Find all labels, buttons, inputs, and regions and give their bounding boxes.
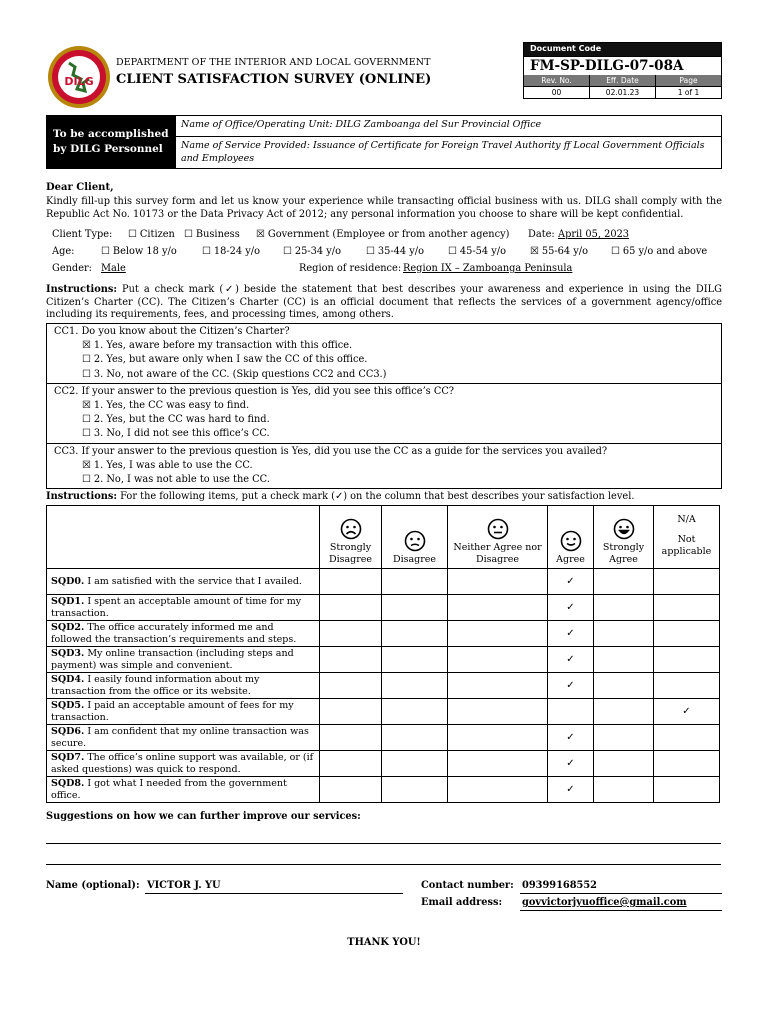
personnel-box (46, 115, 722, 169)
intro-text: Kindly fill-up this survey form and let us know your experience while transacting official business with us. DILG shall comply with the Republic Act No. 10173 or the Data Privacy Act of 2012; any personal information you choose to share will be kept confidential. (46, 196, 722, 220)
sqd3-statement (47, 647, 320, 673)
cc-instructions-text: Put a check mark (✓) beside the statement that best describes your awareness and experience in using the DILG Citizen’s Charter (CC). The Citizen’s Charter (CC) is an official document that reflects the services of a government agency/office including its requirements, fees, and processing times, among others. (46, 284, 722, 320)
sqd-instructions-text: For the following items, put a check mark (✓) on the column that best describes your satisfaction level. (120, 491, 635, 502)
cc3-question: CC3. If your answer to the previous question is Yes, did you use the CC as a guide for the services you availed? (54, 445, 608, 457)
cc1-question: CC1. Do you know about the Citizen’s Charter? (54, 326, 290, 337)
form-title: CLIENT SATISFACTION SURVEY (ONLINE) (116, 72, 432, 87)
age-65-above[interactable]: ☐ 65 y/o and above (611, 246, 708, 257)
doc-code: FM-SP-DILG-07-08A (524, 56, 721, 75)
sqd-instructions-label: Instructions: (46, 491, 118, 502)
client-type-citizen[interactable]: ☐ Citizen (128, 229, 175, 240)
suggestions-line-1[interactable] (46, 843, 721, 844)
sqd-code: SQD0. (51, 575, 85, 587)
rating-cell[interactable] (320, 699, 382, 725)
sqd-text: I paid an acceptable amount of fees for my transaction. (51, 699, 294, 723)
big-smile-face-icon (613, 518, 635, 540)
col-disagree: Disagree (392, 554, 437, 565)
contact-label: Contact number: (421, 880, 514, 891)
sqd8-statement (47, 777, 320, 803)
sqd-code: SQD3. (51, 647, 85, 659)
cc3-option-1[interactable]: ☒ 1. Yes, I was able to use the CC. (82, 459, 253, 471)
name-field[interactable]: VICTOR J. YU (145, 880, 403, 894)
client-type-business[interactable]: ☐ Business (184, 229, 240, 240)
sqd-code: SQD5. (51, 699, 85, 711)
rating-cell[interactable] (448, 569, 548, 595)
page-label: Page (656, 75, 721, 86)
rating-cell[interactable] (320, 621, 382, 647)
eff-value: 02.01.23 (590, 86, 656, 98)
age-18-24[interactable]: ☐ 18-24 y/o (202, 246, 260, 257)
sqd-header-disagree (382, 506, 448, 569)
rating-cell[interactable] (654, 699, 720, 725)
sqd-header-na (654, 506, 720, 569)
check-mark-icon: ✓ (566, 576, 575, 587)
rating-cell[interactable] (448, 777, 548, 803)
rating-cell[interactable] (382, 751, 448, 777)
eff-label: Eff. Date (590, 75, 656, 86)
service-name: Name of Service Provided: Issuance of Certificate for Foreign Travel Authority ff Local Government Officials and Employees (181, 140, 705, 164)
sqd7-statement (47, 751, 320, 777)
cc3-option-2[interactable]: ☐ 2. No, I was not able to use the CC. (82, 474, 270, 486)
suggestions-line-2[interactable] (46, 864, 721, 865)
date-value: April 05, 2023 (558, 229, 630, 240)
age-label: Age: (52, 246, 75, 257)
rating-cell[interactable] (382, 673, 448, 699)
page-value: 1 of 1 (656, 86, 721, 98)
rating-cell[interactable] (320, 777, 382, 803)
greeting: Dear Client, (46, 182, 114, 193)
sqd-header-neutral (448, 506, 548, 569)
department-name: DEPARTMENT OF THE INTERIOR AND LOCAL GOVERNMENT (116, 57, 431, 68)
table-row (47, 569, 720, 595)
age-35-44[interactable]: ☐ 35-44 y/o (366, 246, 424, 257)
rating-cell[interactable] (448, 751, 548, 777)
rating-cell[interactable] (594, 647, 654, 673)
col-agree: Agree (556, 554, 585, 565)
col-na-top: N/A (677, 514, 696, 525)
sqd4-statement (47, 673, 320, 699)
rating-cell[interactable] (448, 725, 548, 751)
cc-table (46, 323, 722, 489)
rating-cell[interactable] (654, 725, 720, 751)
table-row (47, 621, 720, 647)
rating-cell[interactable] (594, 673, 654, 699)
client-type-government[interactable]: ☒ Government (Employee or from another agency) (256, 229, 510, 240)
sad-face-icon (404, 530, 426, 552)
sqd-text: I easily found information about my transaction from the office or its website. (51, 673, 260, 697)
very-sad-face-icon (340, 518, 362, 540)
sqd0-statement (47, 569, 320, 595)
suggestions-label: Suggestions on how we can further improve our services: (46, 811, 361, 822)
rating-cell[interactable] (320, 725, 382, 751)
age-55-64[interactable]: ☒ 55-64 y/o (530, 246, 588, 257)
rating-cell[interactable] (382, 777, 448, 803)
logo-text: DILG (64, 75, 94, 88)
region-value: Region IX – Zamboanga Peninsula (403, 263, 573, 274)
rating-cell[interactable] (548, 699, 594, 725)
rating-cell[interactable] (320, 569, 382, 595)
rating-cell[interactable] (548, 647, 594, 673)
check-mark-icon: ✓ (566, 680, 575, 691)
sqd-header-agree (548, 506, 594, 569)
sqd-table (46, 505, 720, 803)
cc3-block (47, 444, 721, 489)
rating-cell[interactable] (548, 777, 594, 803)
rev-label: Rev. No. (524, 75, 590, 86)
cc-instructions-label: Instructions: (46, 284, 118, 295)
check-mark-icon: ✓ (682, 706, 691, 717)
rating-cell[interactable] (548, 569, 594, 595)
rating-cell[interactable] (654, 595, 720, 621)
rating-cell[interactable] (548, 621, 594, 647)
cc2-option-3[interactable]: ☐ 3. No, I did not see this office’s CC. (82, 428, 270, 440)
rating-cell[interactable] (448, 699, 548, 725)
date-label: Date: (528, 229, 555, 240)
cc2-question: CC2. If your answer to the previous question is Yes, did you see this office’s CC? (54, 385, 455, 397)
cc2-option-2[interactable]: ☐ 2. Yes, but the CC was hard to find. (82, 414, 270, 426)
rating-cell[interactable] (548, 751, 594, 777)
col-strongly-agree: Strongly Agree (602, 542, 645, 565)
table-row (47, 647, 720, 673)
col-not-applicable: Not applicable (661, 534, 712, 557)
rating-cell[interactable] (654, 673, 720, 699)
rating-cell[interactable] (654, 621, 720, 647)
table-row (47, 699, 720, 725)
rating-cell[interactable] (320, 647, 382, 673)
sqd-code: SQD7. (51, 751, 85, 763)
rating-cell[interactable] (654, 777, 720, 803)
sqd-text: I am confident that my online transaction was secure. (51, 725, 309, 749)
gender-label: Gender: (52, 263, 92, 274)
cc-instructions (46, 284, 722, 322)
check-mark-icon: ✓ (566, 784, 575, 795)
rating-cell[interactable] (382, 569, 448, 595)
rating-cell[interactable] (548, 725, 594, 751)
table-row (47, 777, 720, 803)
cc1-option-2[interactable]: ☐ 2. Yes, but aware only when I saw the CC of this office. (82, 354, 368, 366)
col-neutral: Neither Agree nor Disagree (453, 542, 542, 565)
rating-cell[interactable] (382, 725, 448, 751)
sqd-code: SQD6. (51, 725, 85, 737)
name-label: Name (optional): (46, 880, 140, 891)
office-name: Name of Office/Operating Unit: DILG Zamboanga del Sur Provincial Office (176, 116, 721, 137)
rating-cell[interactable] (448, 621, 548, 647)
table-row (47, 673, 720, 699)
thank-you: THANK YOU! (347, 937, 421, 948)
rating-cell[interactable] (448, 595, 548, 621)
rating-cell[interactable] (594, 699, 654, 725)
sqd-text: I spent an acceptable amount of time for my transaction. (51, 595, 302, 619)
sqd-text: I am satisfied with the service that I availed. (87, 575, 302, 587)
dilg-logo (47, 45, 111, 109)
table-row (47, 595, 720, 621)
rating-cell[interactable] (320, 595, 382, 621)
check-mark-icon: ✓ (566, 758, 575, 769)
sqd-instructions (46, 491, 634, 502)
check-mark-icon: ✓ (566, 628, 575, 639)
sqd2-statement (47, 621, 320, 647)
col-strongly-disagree: Strongly Disagree (328, 542, 373, 565)
rating-cell[interactable] (548, 595, 594, 621)
sqd-text: My online transaction (including steps and payment) was simple and convenient. (51, 647, 294, 671)
region-label: Region of residence: (299, 263, 402, 274)
sqd-text: The office accurately informed me and followed the transaction’s requirements and steps. (51, 621, 297, 645)
sqd-header-statement (47, 506, 320, 569)
cc1-block (47, 324, 721, 384)
cc2-block (47, 384, 721, 444)
age-45-54[interactable]: ☐ 45-54 y/o (448, 246, 506, 257)
cc2-option-1[interactable]: ☒ 1. Yes, the CC was easy to find. (82, 400, 250, 412)
sqd-header-strongly-agree (594, 506, 654, 569)
rating-cell[interactable] (594, 569, 654, 595)
cc1-option-3[interactable]: ☐ 3. No, not aware of the CC. (Skip questions CC2 and CC3.) (82, 368, 387, 380)
document-code-box (523, 42, 722, 99)
sqd6-statement (47, 725, 320, 751)
rating-cell[interactable] (320, 673, 382, 699)
rating-cell[interactable] (448, 673, 548, 699)
rating-cell[interactable] (382, 647, 448, 673)
rating-cell[interactable] (654, 569, 720, 595)
table-row (47, 725, 720, 751)
age-25-34[interactable]: ☐ 25-34 y/o (283, 246, 341, 257)
smile-face-icon (560, 530, 582, 552)
sqd-text: The office’s online support was available, or (if asked questions) was quick to respond. (51, 751, 314, 775)
rev-value: 00 (524, 86, 590, 98)
rating-cell[interactable] (594, 595, 654, 621)
sqd-code: SQD2. (51, 621, 85, 633)
personnel-label: To be accomplished by DILG Personnel (47, 116, 176, 168)
sqd5-statement (47, 699, 320, 725)
sqd1-statement (47, 595, 320, 621)
rating-cell[interactable] (594, 725, 654, 751)
doc-code-label: Document Code (524, 43, 721, 56)
rating-cell[interactable] (594, 751, 654, 777)
gender-value: Male (101, 263, 126, 274)
contact-field[interactable]: 09399168552 (520, 880, 722, 894)
neutral-face-icon (487, 518, 509, 540)
sqd-code: SQD4. (51, 673, 85, 685)
rating-cell[interactable] (548, 673, 594, 699)
sqd-text: I got what I needed from the government office. (51, 777, 287, 801)
check-mark-icon: ✓ (566, 654, 575, 665)
check-mark-icon: ✓ (566, 732, 575, 743)
sqd-header-strongly-disagree (320, 506, 382, 569)
sqd-code: SQD1. (51, 595, 85, 607)
email-label: Email address: (421, 897, 503, 908)
table-row (47, 751, 720, 777)
email-field[interactable]: govvictorjyuoffice@gmail.com (520, 897, 722, 911)
check-mark-icon: ✓ (566, 602, 575, 613)
rating-cell[interactable] (382, 699, 448, 725)
cc1-option-1[interactable]: ☒ 1. Yes, aware before my transaction with this office. (82, 340, 353, 352)
rating-cell[interactable] (320, 751, 382, 777)
rating-cell[interactable] (594, 621, 654, 647)
rating-cell[interactable] (382, 595, 448, 621)
rating-cell[interactable] (594, 777, 654, 803)
rating-cell[interactable] (654, 647, 720, 673)
rating-cell[interactable] (382, 621, 448, 647)
rating-cell[interactable] (654, 751, 720, 777)
rating-cell[interactable] (448, 647, 548, 673)
client-type-label: Client Type: (52, 229, 113, 240)
age-below-18[interactable]: ☐ Below 18 y/o (101, 246, 177, 257)
sqd-code: SQD8. (51, 777, 85, 789)
